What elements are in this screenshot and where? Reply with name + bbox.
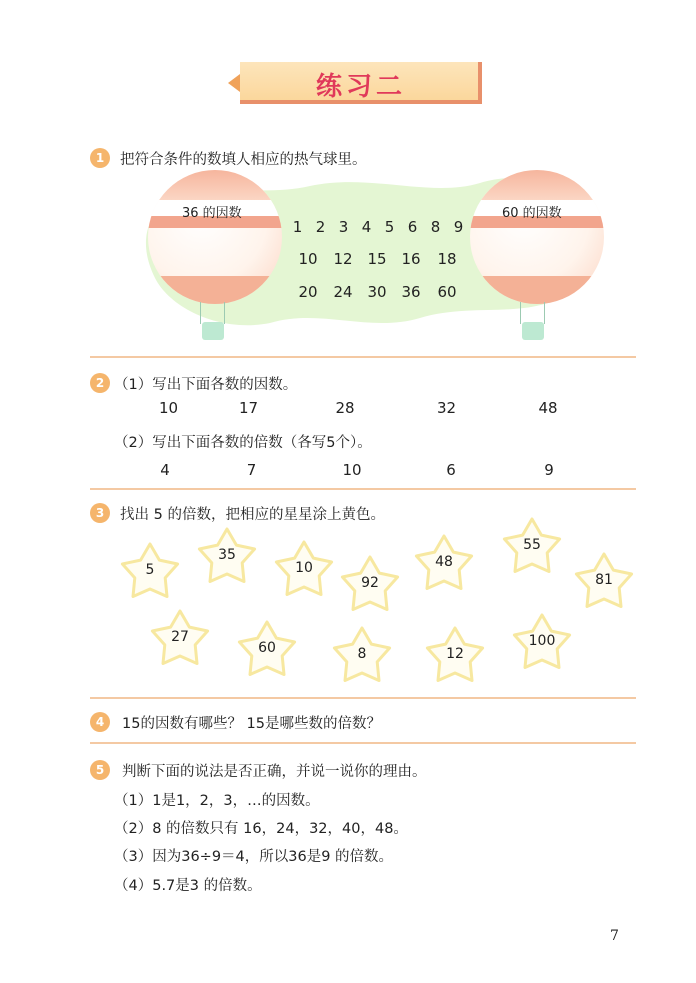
number-cell: 7 [246,461,257,479]
question-3-text: 找出 5 的倍数，把相应的星星涂上黄色。 [120,507,385,523]
number-cell: 5 [384,218,395,236]
star-81 [574,552,634,610]
multiple-numbers [150,461,577,479]
star-value: 35 [218,547,236,563]
number-cell: 30 [367,283,387,301]
statement-item: （4）5.7是3 的倍数。 [114,878,262,894]
balloon-right [470,170,604,304]
star-27 [150,609,210,667]
factor-numbers [150,399,583,417]
number-cell: 16 [401,250,421,268]
number-cell: 10 [158,399,179,417]
number-row-1 [286,218,470,236]
statement-item: （1）1是1，2，3，…的因数。 [114,793,320,809]
number-cell: 10 [298,250,318,268]
star-value: 48 [435,554,453,570]
balloon-right-label: 60 的因数 [502,206,562,221]
star-12 [425,626,485,684]
number-cell: 3 [338,218,349,236]
title-banner [240,62,482,104]
balloon-right-rope [544,302,545,324]
section-divider [90,488,636,490]
number-cell: 4 [361,218,372,236]
number-cell: 8 [430,218,441,236]
star-55 [502,517,562,575]
star-value: 12 [446,646,464,662]
number-cell: 20 [298,283,318,301]
balloon-left [148,170,282,304]
number-cell: 6 [407,218,418,236]
number-cell: 24 [333,283,353,301]
balloon-left-label: 36 的因数 [182,206,242,221]
star-value: 92 [361,575,379,591]
question-number-4: 4 [90,712,110,732]
star-value: 55 [523,537,541,553]
question-2-part-1: （1）写出下面各数的因数。 [114,377,298,393]
number-cell: 6 [446,461,456,479]
number-cell: 18 [437,250,457,268]
star-10 [274,540,334,598]
number-cell: 15 [367,250,387,268]
star-value: 27 [171,629,189,645]
question-1-text: 把符合条件的数填人相应的热气球里。 [120,152,367,168]
star-48 [414,534,474,592]
star-value: 100 [528,633,556,649]
number-cell: 1 [292,218,303,236]
number-cell: 36 [401,283,421,301]
number-cell: 28 [335,399,355,417]
star-35 [197,527,257,585]
number-cell: 9 [453,218,464,236]
balloon-right-rope [520,302,521,324]
number-cell: 9 [544,461,554,479]
number-cell: 12 [333,250,353,268]
balloon-right-basket [522,322,544,340]
number-cell: 17 [238,399,259,417]
number-cell: 10 [342,461,362,479]
number-cell: 60 [437,283,457,301]
question-number-1: 1 [90,148,110,168]
question-4-text: 15的因数有哪些？ 15是哪些数的倍数？ [122,716,382,732]
balloon-left-basket [202,322,224,340]
star-value: 5 [145,562,155,578]
number-row-2 [292,250,464,268]
star-92 [340,555,400,613]
title-arrow-icon [228,74,240,92]
star-8 [332,626,392,684]
question-number-2: 2 [90,373,110,393]
statement-item: （2）8 的倍数只有 16，24，32，40，48。 [114,821,408,837]
star-value: 81 [595,572,613,588]
star-60 [237,620,297,678]
section-divider [90,697,636,699]
star-value: 60 [258,640,276,656]
question-number-5: 5 [90,760,110,780]
section-divider [90,742,636,744]
statement-item: （3）因为36÷9＝4，所以36是9 的倍数。 [114,849,394,865]
question-2-part-2: （2）写出下面各数的倍数（各写5个）。 [114,435,372,451]
number-cell: 48 [538,399,558,417]
number-cell: 32 [436,399,457,417]
page-title: 练习二 [315,72,406,102]
balloon-left-rope [200,302,201,324]
question-5-text: 判断下面的说法是否正确，并说一说你的理由。 [122,764,427,780]
number-cell: 4 [160,461,170,479]
star-value: 10 [295,560,313,576]
question-number-3: 3 [90,503,110,523]
number-cell: 2 [315,218,326,236]
page-number: 7 [610,928,619,944]
balloon-left-rope [224,302,225,324]
star-5 [120,542,180,600]
section-divider [90,356,636,358]
number-row-3 [292,283,464,301]
star-100 [512,613,572,671]
star-value: 8 [357,646,367,662]
